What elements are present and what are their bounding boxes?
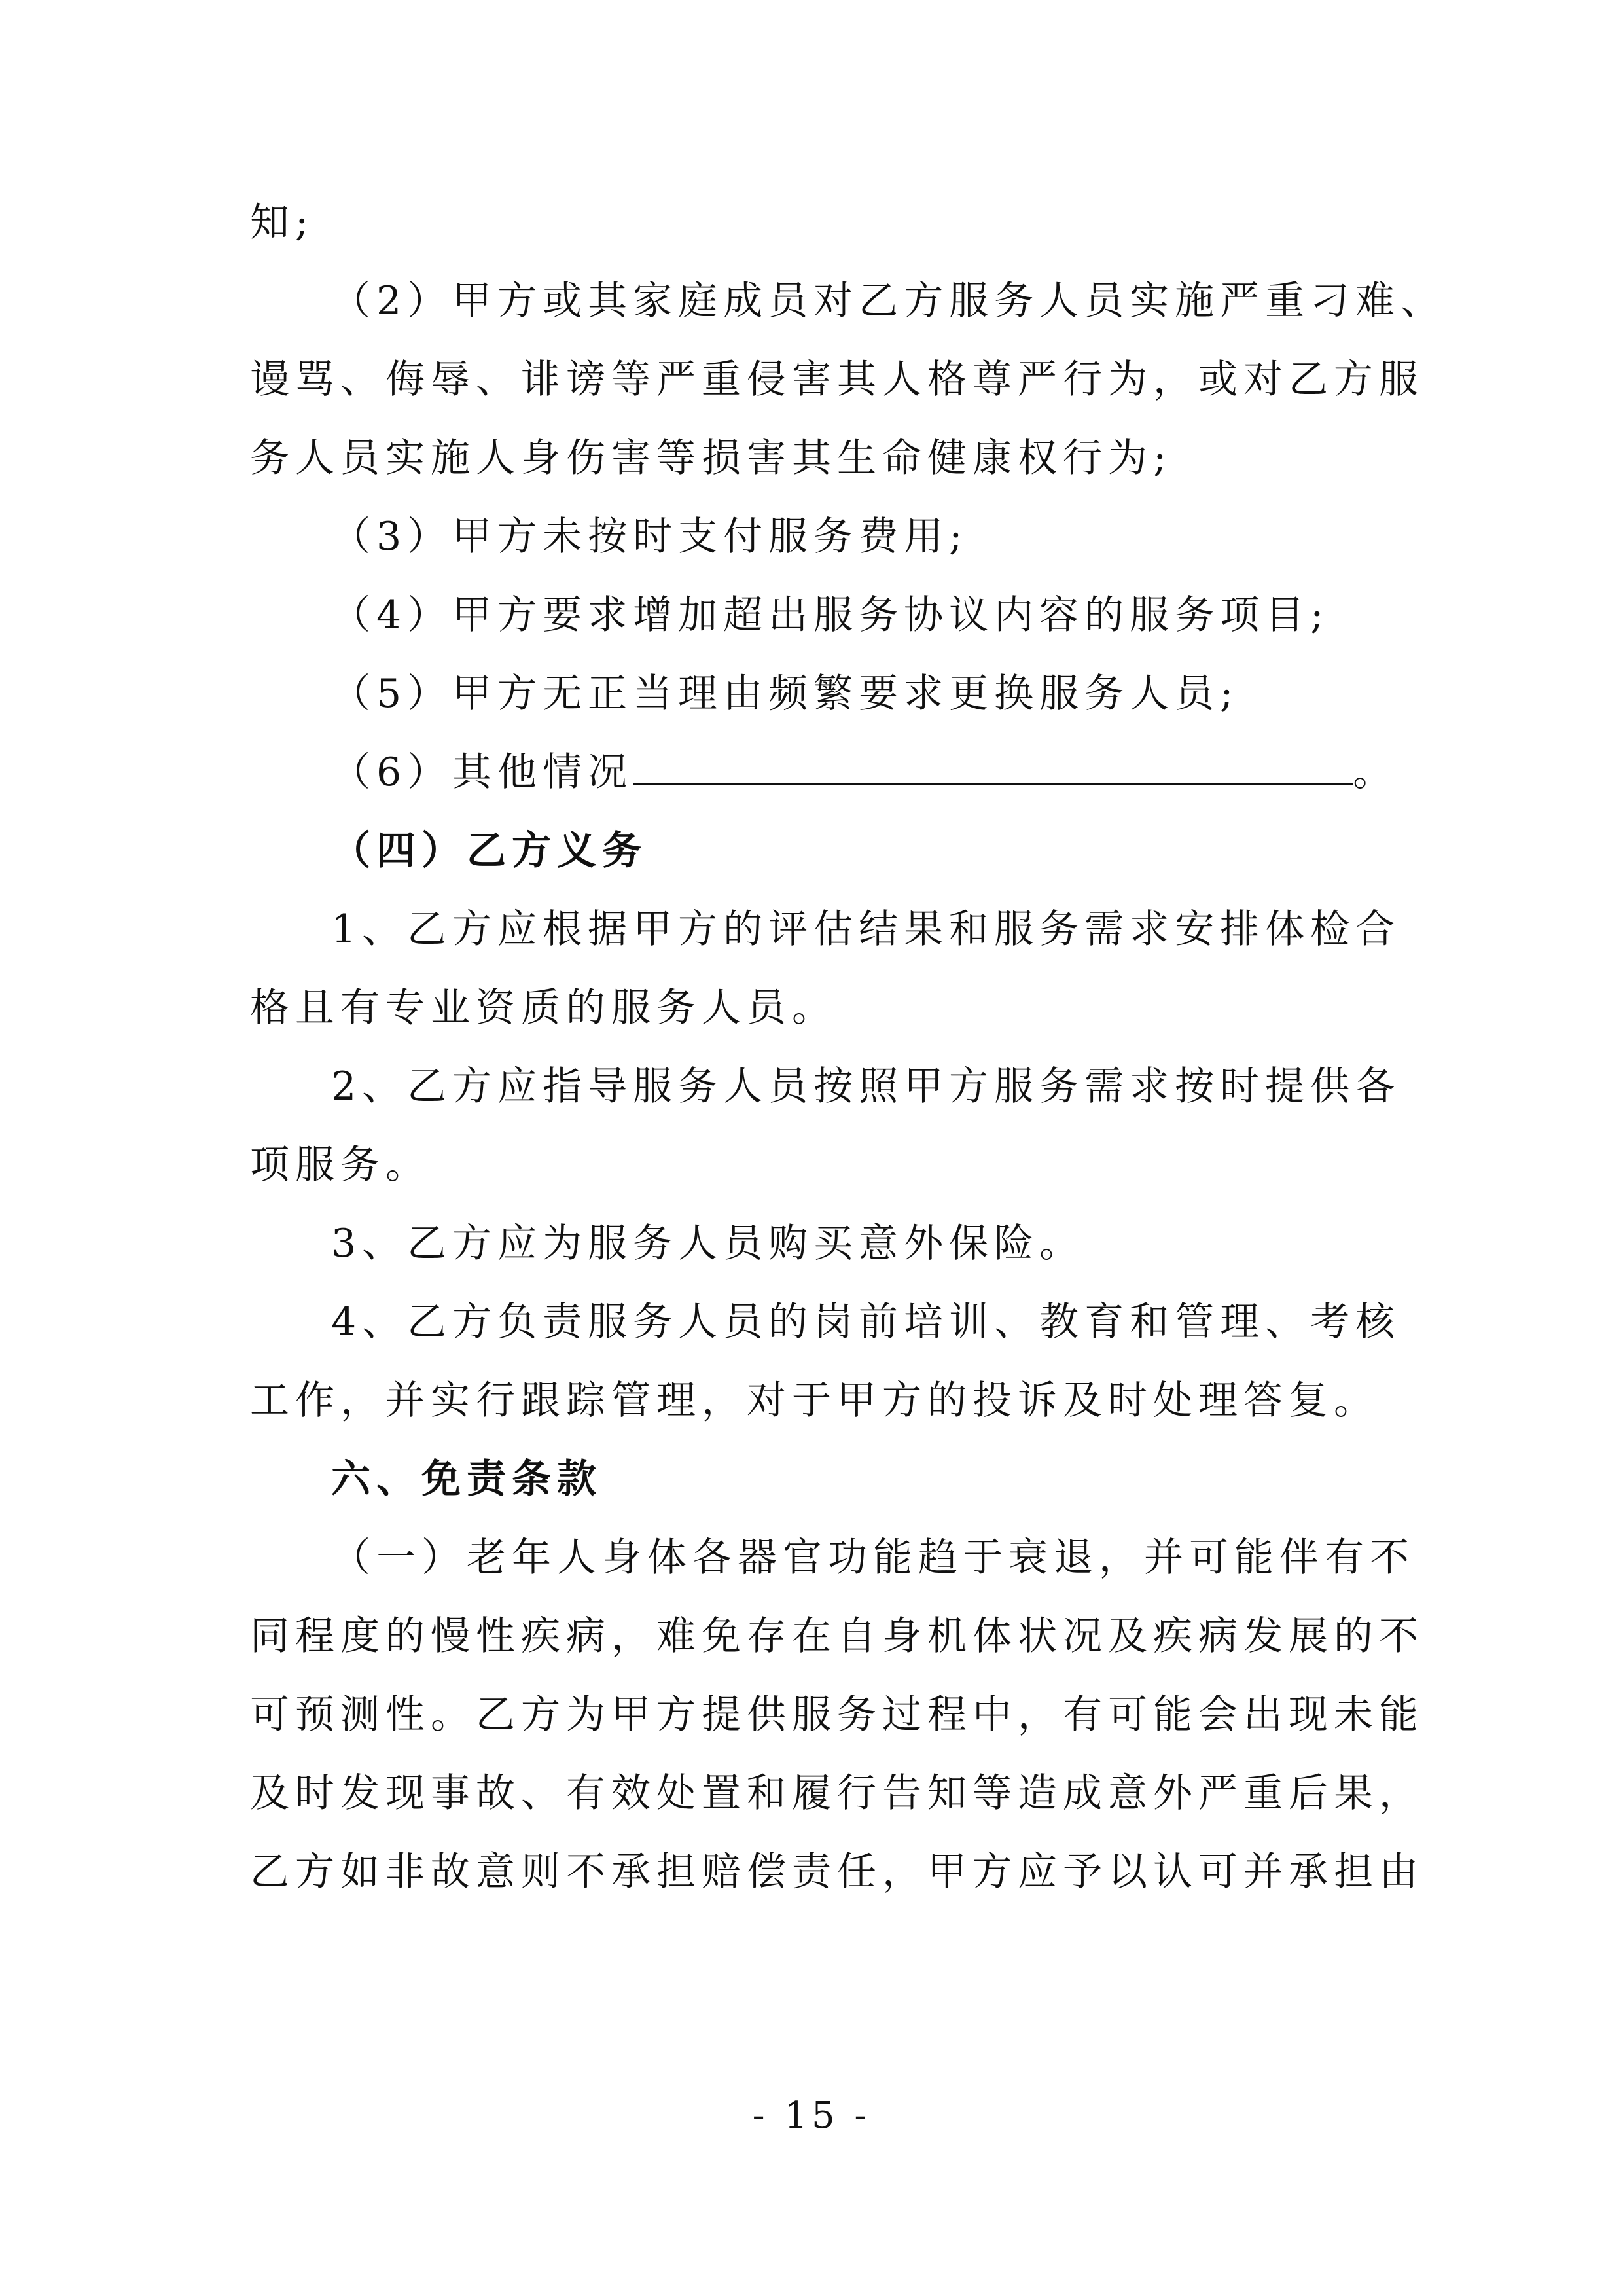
document-body (250, 183, 1446, 1911)
text-line: 同程度的慢性疾病，难免存在自身机体状况及疾病发展的不 (250, 1613, 1424, 1659)
text-line: （2）甲方或其家庭成员对乙方服务人员实施严重刁难、 (331, 278, 1446, 324)
text-line: 可预测性。乙方为甲方提供服务过程中，有可能会出现未能 (250, 1692, 1424, 1738)
section-heading: （四）乙方义务 (331, 828, 647, 874)
text-line: 工作，并实行跟踪管理，对于甲方的投诉及时处理答复。 (250, 1378, 1379, 1424)
text-line: 项服务。 (250, 1142, 431, 1188)
text-line: （一）老年人身体各器官功能趋于衰退，并可能伴有不 (331, 1535, 1415, 1581)
other-item-end: 。 (1353, 749, 1399, 795)
section-heading: 六、免责条款 (331, 1456, 602, 1502)
other-item-line (250, 733, 1399, 812)
text-line: 及时发现事故、有效处置和履行告知等造成意外严重后果， (250, 1770, 1424, 1816)
page-number: - 15 - (752, 2094, 871, 2137)
text-line: 务人员实施人身伤害等损害其生命健康权行为; (250, 435, 1173, 481)
text-line: 4、乙方负责服务人员的岗前培训、教育和管理、考核 (331, 1299, 1401, 1345)
text-line: 1、乙方应根据甲方的评估结果和服务需求安排体检合 (331, 906, 1401, 952)
other-item-label: （6）其他情况 (331, 749, 633, 795)
text-line: 3、乙方应为服务人员购买意外保险。 (331, 1221, 1085, 1266)
text-line: 格且有专业资质的服务人员。 (250, 985, 837, 1031)
text-line: 谩骂、侮辱、诽谤等严重侵害其人格尊严行为，或对乙方服 (250, 357, 1424, 403)
text-line: 2、乙方应指导服务人员按照甲方服务需求按时提供各 (331, 1064, 1401, 1109)
text-line: （5）甲方无正当理由频繁要求更换服务人员; (331, 671, 1240, 717)
text-line: 知; (250, 200, 315, 245)
fill-in-blank (633, 745, 1353, 785)
text-line: （4）甲方要求增加超出服务协议内容的服务项目; (331, 592, 1330, 638)
text-line: 乙方如非故意则不承担赔偿责任，甲方应予以认可并承担由 (250, 1849, 1424, 1895)
text-line: （3）甲方未按时支付服务费用; (331, 514, 969, 560)
